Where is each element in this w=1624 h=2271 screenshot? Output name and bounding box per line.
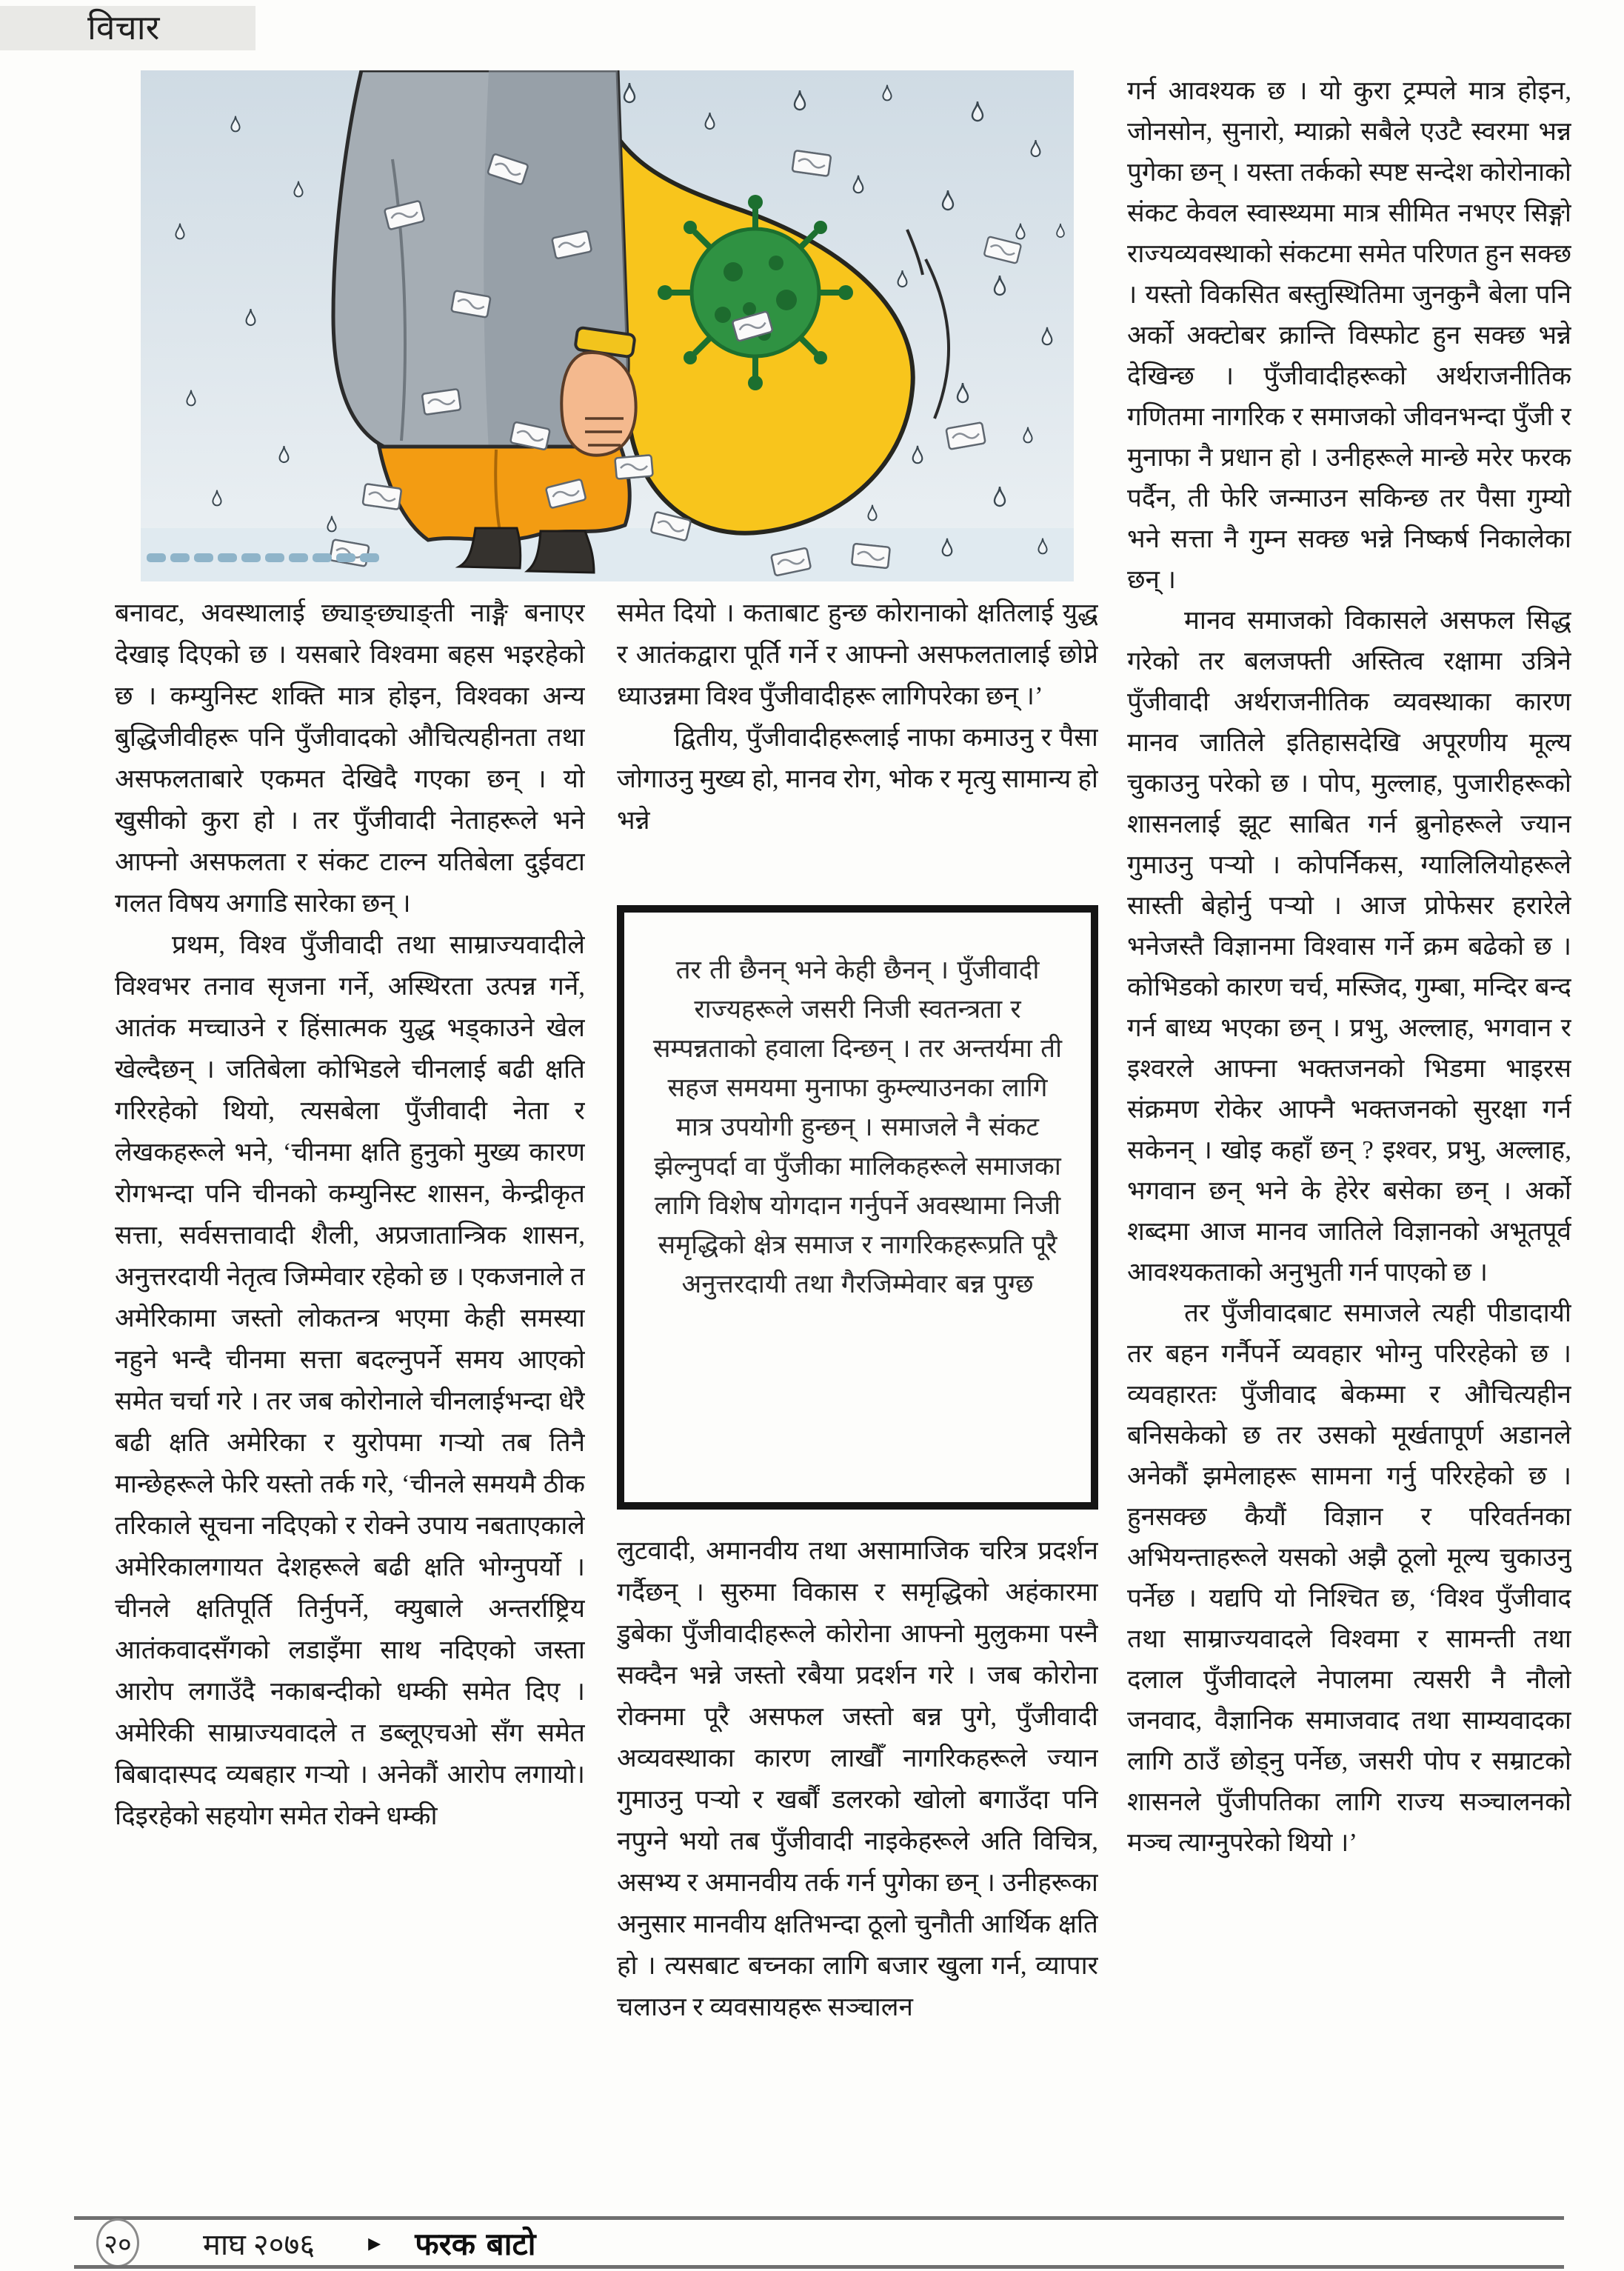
coronavirus-icon — [658, 195, 853, 390]
page-footer — [96, 2222, 1503, 2264]
article-paragraph: समेत दियो । कताबाट हुन्छ कोरानाको क्षतिलाई युद्ध र आतंकद्वारा पूर्ति गर्ने र आफ्नो असफलतालाई छोप्ने ध्याउन्नमा विश्व पुँजीवादीहरू लागिपरेका छन् ।’ — [617, 598, 1098, 710]
article-paragraph: बनावट, अवस्थालाई छ्याङ्छ्याङ्ती नाङ्गै बनाएर देखाइ दिएको छ । यसबारे विश्वमा बहस भइरहेको छ । कम्युनिस्ट शक्ति मात्र होइन, विश्वका अन्य बुद्धिजीवीहरू पनि पुँजीवादको औचित्यहीनता तथा असफलताबारे एकमत देखिदै गएका छन् । यो खुसीको कुरा हो । तर पुँजीवादी नेताहरूले भने आफ्नो असफलता र संकट टाल्न यतिबेला दुईवटा गलत विषय अगाडि सारेका छन् । — [115, 598, 585, 918]
article-paragraph: गर्न आवश्यक छ । यो कुरा ट्रम्पले मात्र होइन, जोनसोन, सुनारो, म्याक्रो सबैले एउटै स्वरमा भन्न पुगेका छन् । यस्ता तर्कको स्पष्ट सन्देश कोरोनाको संकट केवल स्वास्थ्यमा मात्र सीमित नभएर सिङ्गो राज्यव्यवस्थाको संकटमा समेत परिणत हुन सक्छ । यस्तो विकसित बस्तुस्थितिमा जुनकुनै बेला पनि अर्को अक्टोबर क्रान्ति विस्फोट हुन सक्छ भन्ने देखिन्छ । पुँजीवादीहरूको अर्थराजनीतिक गणितमा नागरिक र समाजको जीवनभन्दा पुँजी र मुनाफा नै प्रधान हो । उनीहरूले मान्छे मरेर फरक पर्दैन, ती फेरि जन्माउन सकिन्छ तर पैसा गुम्यो भने सत्ता नै गुम्न सक्छ भन्ने निष्कर्ष निकालेका छन् । — [1127, 76, 1571, 594]
footer-date: माघ २०७६ — [203, 2227, 315, 2261]
middle-column-top-text — [617, 593, 1098, 887]
quote-box-border-gap-bottom — [727, 1501, 970, 1510]
section-header — [0, 6, 255, 50]
footer-brand: फरक बाटो — [415, 2225, 536, 2262]
pull-quote-text: तर ती छैनन् भने केही छैनन् । पुँजीवादी राज्यहरूले जसरी निजी स्वतन्त्रता र सम्पन्नताको हवाला दिन्छन् । तर अन्तर्यमा ती सहज समयमा मुनाफा कुम्ल्याउनका लागि मात्र उपयोगी हुन्छन् । समाजले नै संकट झेल्नुपर्दा वा पुँजीका मालिकहरूले समाजका लागि विशेष योगदान गर्नुपर्ने अवस्थामा निजी समृद्धिको क्षेत्र समाज र नागरिकहरूप्रति पूरै अनुत्तरदायी तथा गैरजिम्मेवार बन्न पुग्छ — [652, 956, 1063, 1299]
middle-column-bottom-text — [617, 1530, 1098, 2212]
section-label: विचार — [87, 9, 160, 47]
article-column-right — [1127, 70, 1571, 2215]
article-column-middle — [617, 593, 1098, 2215]
pull-quote-box — [617, 905, 1098, 1510]
footer-arrow-icon: ▸ — [368, 2230, 381, 2257]
figure-skirt — [379, 447, 629, 540]
footer-rule-top — [74, 2216, 1564, 2220]
article-paragraph: द्वितीय, पुँजीवादीहरूलाई नाफा कमाउनु र पैसा जोगाउनु मुख्य हो, मानव रोग, भोक र मृत्यु सामान्य हो भन्ने — [617, 723, 1098, 835]
figure-hand — [561, 353, 635, 456]
article-paragraph: प्रथम, विश्व पुँजीवादी तथा साम्राज्यवादीले विश्वभर तनाव सृजना गर्ने, अस्थिरता उत्पन्न गर्ने, आतंक मच्चाउने र हिंसात्मक युद्ध भड्काउने खेल खेल्दैछन् । जतिबेला कोभिडले चीनलाई बढी क्षति गरिरहेको थियो, त्यसबेला पुँजीवादी नेता र लेखकहरूले भने, ‘चीनमा क्षति हुनुको मुख्य कारण रोगभन्दा पनि चीनको कम्युनिस्ट शासन, केन्द्रीकृत सत्ता, सर्वसत्तावादी शैली, अप्रजातान्त्रिक शासन, अनुत्तरदायी नेतृत्व जिम्मेवार रहेको छ । एकजनाले त अमेरिकामा जस्तो लोकतन्त्र भएमा केही समस्या नहुने भन्दै चीनमा सत्ता बदल्नुपर्ने समय आएको समेत चर्चा गरे । तर जब कोरोनाले चीनलाईभन्दा धेरै बढी क्षति अमेरिका र युरोपमा गऱ्यो तब तिनै मान्छेहरूले फेरि यस्तो तर्क गरे, ‘चीनले समयमै ठीक तरिकाले सूचना नदिएको र रोक्ने उपाय नबताएकाले अमेरिकालगायत देशहरूले बढी क्षति भोग्नुपर्यो । चीनले क्षतिपूर्ति तिर्नुपर्ने, क्युबाले अन्तर्राष्ट्रिय आतंकवादसँगको लडाइँमा साथ नदिएको जस्ता आरोप लगाउँदै नकाबन्दीको धम्की समेत दिए । अमेरिकी साम्राज्यवादले त डब्लूएचओ सँग समेत बिबादास्पद व्यबहार गऱ्यो । अनेकौं आरोप लगायो। दिइरहेको सहयोग समेत रोक्ने धम्की — [115, 930, 585, 1830]
footer-rule-bottom — [74, 2265, 1564, 2269]
article-paragraph: लुटवादी, अमानवीय तथा असामाजिक चरित्र प्रदर्शन गर्दैछन् । सुरुमा विकास र समृद्धिको अहंकारमा डुबेका पुँजीवादीहरूले कोरोना आफ्नो मुलुकमा पस्नै सक्दैन भन्ने जस्तो रबैया प्रदर्शन गरे । जब कोरोना रोक्नमा पूरै असफल जस्तो बन्न पुगे, पुँजीवादी अव्यवस्थाका कारण लाखौँ नागरिकहरूले ज्यान गुमाउनु पऱ्यो र खर्बौं डलरको खोलो बगाउँदा पनि नपुग्ने भयो तब पुँजीवादी नाइकेहरूले अति विचित्र, असभ्य र अमानवीय तर्क गर्न पुगेका छन् । उनीहरूका अनुसार मानवीय क्षतिभन्दा ठूलो चुनौती आर्थिक क्षति हो । त्यसबाट बच्नका लागि बजार खुला गर्न, व्यापार चलाउन र व्यवसायहरू सञ्चालन — [617, 1536, 1098, 2021]
page-number-badge: २० — [96, 2218, 139, 2267]
article-column-left — [115, 593, 585, 2215]
article-paragraph: मानव समाजको विकासले असफल सिद्ध गरेको तर बलजफ्ती अस्तित्व रक्षामा उत्रिने पुँजीवादी अर्थराजनीतिक व्यवस्थाका कारण मानव जातिले इतिहासदेखि अपूरणीय मूल्य चुकाउनु परेको छ । पोप, मुल्लाह, पुजारीहरूको शासनलाई झूट साबित गर्न ब्रुनोहरूले ज्यान गुमाउनु पऱ्यो । कोपर्निकस, ग्यालिलियोहरूले सास्ती बेहोर्नु पऱ्यो । आज प्रोफेसर हरारेले भनेजस्तै विज्ञानमा विश्वास गर्ने क्रम बढेको छ । कोभिडको कारण चर्च, मस्जिद, गुम्बा, मन्दिर बन्द गर्न बाध्य भएका छन् । प्रभु, अल्लाह, भगवान र इश्वरले आफ्ना भक्तजनको भिडमा भाइरस संक्रमण रोकेर आफ्नै भक्तजनको सुरक्षा गर्न सकेनन् । खोइ कहाँ छन् ? इश्वर, प्रभु, अल्लाह, भगवान छन् भने के हेरेर बसेका छन् । अर्को शब्दमा आज मानव जातिले विज्ञानको अभूतपूर्व आवश्यकताको अनुभुती गर्न पाएको छ । — [1127, 606, 1571, 1287]
article-paragraph: तर पुँजीवादबाट समाजले त्यही पीडादायी तर बहन गर्नैपर्ने व्यवहार भोग्नु परिरहेको छ । व्यवहारतः पुँजीवाद बेकम्मा र औचित्यहीन बनिसकेको छ तर उसको मूर्खतापूर्ण अडानले अनेकौं झमेलाहरू सामना गर्नु परिरहेको छ । हुनसक्छ कैयौं विज्ञान र परिवर्तनका अभियन्ताहरूले यसको अझै ठूलो मूल्य चुकाउनु पर्नेछ । यद्यपि यो निश्चित छ, ‘विश्व पुँजीवाद तथा साम्राज्यवादले विश्वमा र सामन्ती तथा दलाल पुँजीवादले नेपालमा त्यसरी नै नौलो जनवाद, वैज्ञानिक समाजवाद तथा साम्यवादका लागि ठाउँ छोड्नु पर्नेछ, जसरी पोप र सम्राटको शासनले पुँजीपतिका लागि राज्य सञ्चालनको मञ्च त्याग्नुपरेको थियो ।’ — [1127, 1298, 1571, 1857]
editorial-cartoon-image — [141, 70, 1074, 581]
quote-box-border-gap-top — [727, 905, 970, 914]
